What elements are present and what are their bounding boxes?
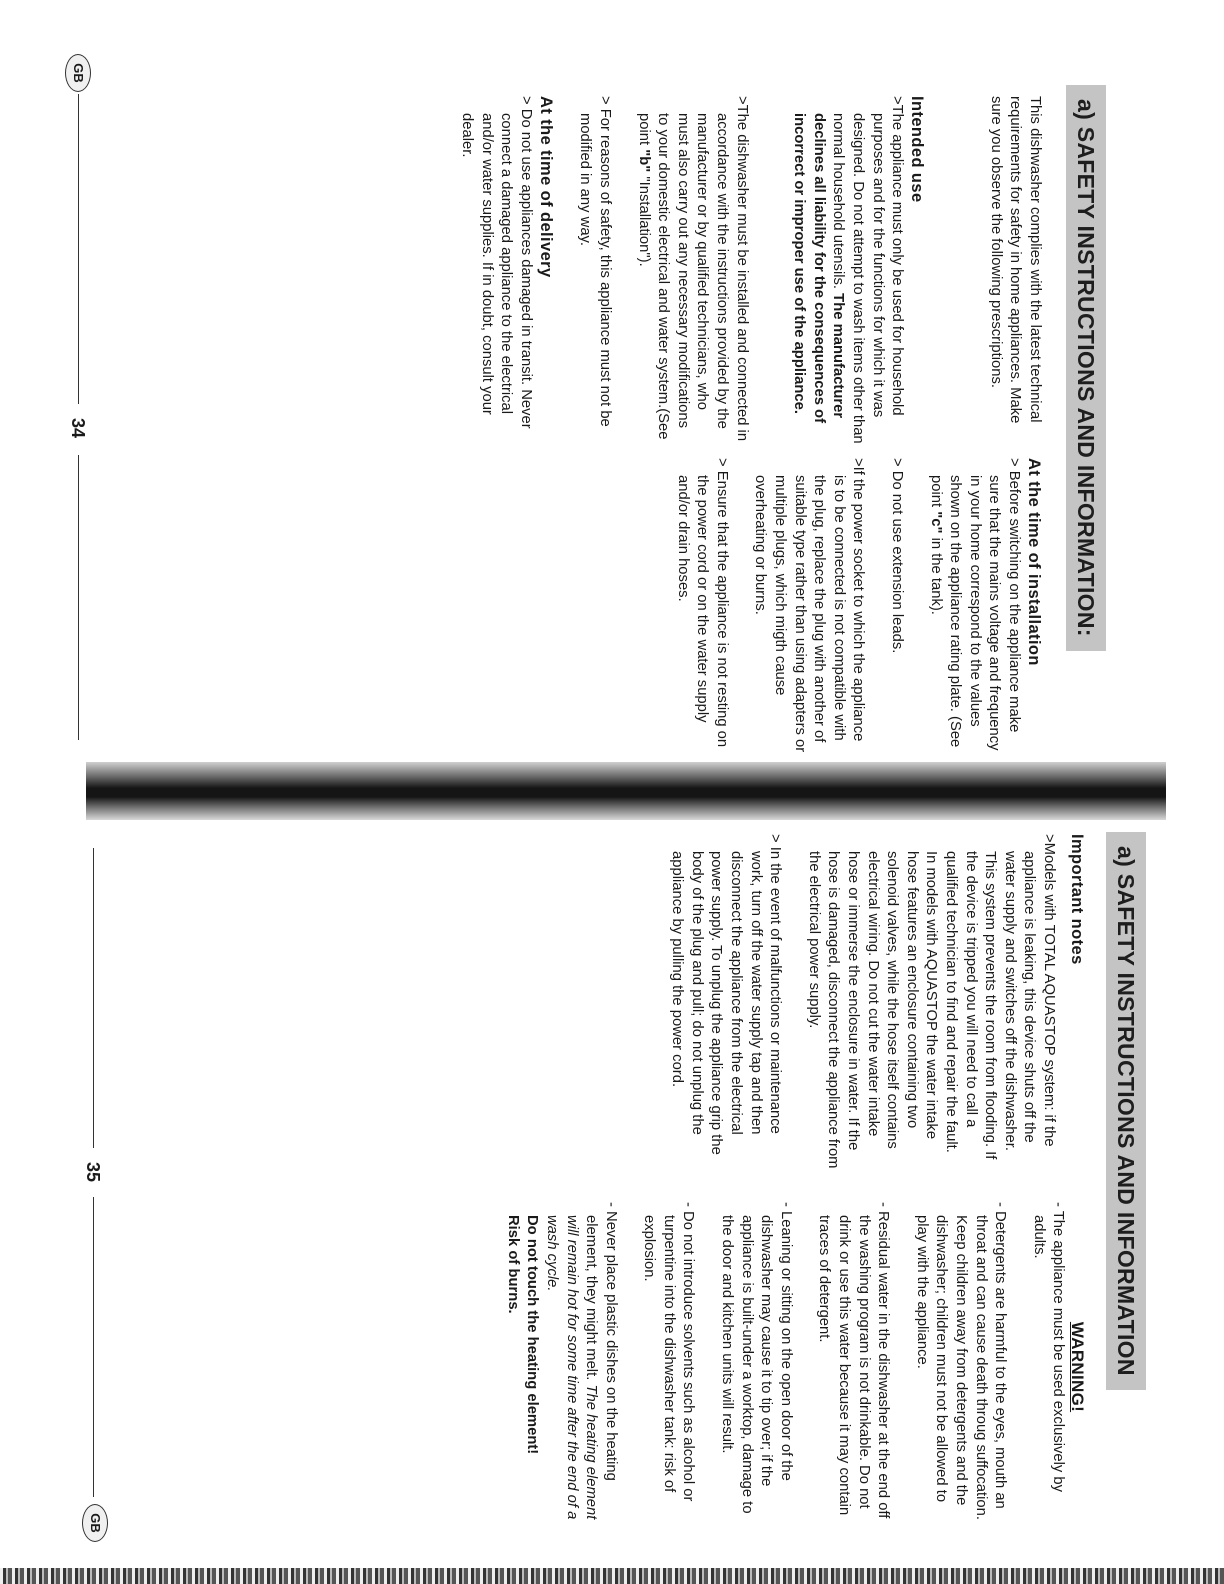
- left-column: [667, 834, 1087, 1169]
- footer-rule: [93, 1197, 94, 1497]
- right-column: [672, 458, 1044, 754]
- left-column: [457, 96, 1044, 444]
- footer-rule: [93, 848, 94, 1148]
- scan-edge: [0, 1568, 1224, 1584]
- page-number: 35: [83, 1162, 103, 1183]
- page-35: [0, 792, 1224, 1584]
- extension-paragraph: > Do not use extension leads.: [889, 458, 906, 654]
- delivery-paragraph: > Do not use appliances damaged in transit. Never connect a damaged appliance to the electrical and/or water supplies. If in doubt, consult your dealer.: [459, 96, 534, 429]
- socket-paragraph: >If the power socket to which the appliance is to be connected is not compatible with the plug, replace the plug with another of suitable type rather than using adapters or multiple plugs, which migth cause overheating or burns.: [752, 458, 867, 753]
- solvents-paragraph: - Do not introduce solvents such as alcohol or turpentine into the dishwasher tank: risk of explosion.: [641, 1202, 697, 1502]
- installation-paragraph: >The dishwasher must be installed and connected in accordance with the instructions provided by the manufacturer or by qualified technicians, who must also carry out any necessary modifications to your domestic electrical and water system.(See point "b" "Installation").: [635, 96, 750, 442]
- delivery-heading: At the time of delivery: [536, 96, 555, 278]
- voltage-paragraph: > Before switching on the appliance make sure that the mains voltage and frequency in your home correspond to the values shown on the appliance rating plate. (See point "c" in the tank).: [927, 458, 1022, 751]
- malfunction-paragraph: > In the event of malfunctions or maintenance work, turn off the water supply tap and then disconnect the appliance from the electrical power supply. To unplug the appliance grip the body of the plug and pull; do not unplug the appliance by pulling the power cord.: [669, 834, 784, 1155]
- footer-rule: [78, 94, 79, 404]
- intended-use-text: >The appliance must only be used for household purposes and for the functions for which it was designed. Do not attempt to wash items other than normal household utensils. The manufacturer declines all liability for the consequences of incorrect or improper use of the appliance.: [791, 96, 906, 444]
- plastic-dishes-paragraph: - Never place plastic dishes on the heating element, they might melt. The heating element will remain hot for some time after the end of a wash cycle. Do not touch the heating element! Risk of burns.: [504, 1202, 619, 1520]
- warning-title: WARNING!: [1068, 1321, 1087, 1413]
- page-title: a) SAFETY INSTRUCTIONS AND INFORMATION: [1106, 832, 1146, 1390]
- page-number: 34: [68, 418, 88, 439]
- intro-paragraph: This dishwasher complies with the latest technical requirements for safety in home appliances. Make sure you observe the following prescriptions.: [987, 96, 1043, 424]
- aquastop-paragraph: >Models with TOTAL AQUASTOP system: if the appliance is leaking, this device shuts off the water supply and switches off the dishwasher. This system prevents the room from flooding. If the device is tripped you will need to call a qualified technician to find and repair the fault. In models with AQUASTOP the water intake hose features an enclosure containing two solenoid valves, while the hose itself contains electrical wiring. Do not cut the water intake hose or immerse the enclosure in water. If the hose is damaged, disconnect the appliance from the electrical power supply.: [805, 834, 1057, 1169]
- gb-badge: GB: [82, 1504, 108, 1542]
- important-notes-heading: Important notes: [1068, 834, 1086, 965]
- liability-bold: The manufacturer declines all liability for the consequences of incorrect or improper use of the appliance.: [791, 113, 847, 423]
- power-cord-paragraph: > Ensure that the appliance is not resting on the power cord or on the water supply and/or drain hoses.: [674, 458, 730, 748]
- adults-paragraph: - The appliance must be used exclusively by adults.: [1030, 1202, 1067, 1493]
- modification-paragraph: > For reasons of safety, this appliance must not be modified in any way.: [577, 96, 614, 427]
- gb-badge: GB: [65, 54, 91, 92]
- detergents-paragraph: - Detergents are harmful to the eyes, mouth an throat and can cause death throug suffocation. Keep children away from detergents and the dishwasher; children must not be allowed to play with the appliance.: [913, 1202, 1009, 1520]
- right-column: [502, 1202, 1087, 1532]
- installation-heading: At the time of installation: [1025, 458, 1043, 666]
- intended-use-heading: Intended use: [908, 96, 927, 203]
- residual-water-paragraph: - Residual water in the dishwasher at the end off the washing program is not drinkable. Do not drink or use this water because it may contain traces of detergent.: [816, 1202, 892, 1519]
- leaning-paragraph: - Leaning or sitting on the open door of the dishwasher may cause it to tip over; if the appliance is built-under a worktop, damage to the door and kitchen units will result.: [719, 1202, 794, 1514]
- footer-rule: [78, 455, 79, 740]
- page-title: a) SAFETY INSTRUCTIONS AND INFORMATION:: [1066, 85, 1106, 651]
